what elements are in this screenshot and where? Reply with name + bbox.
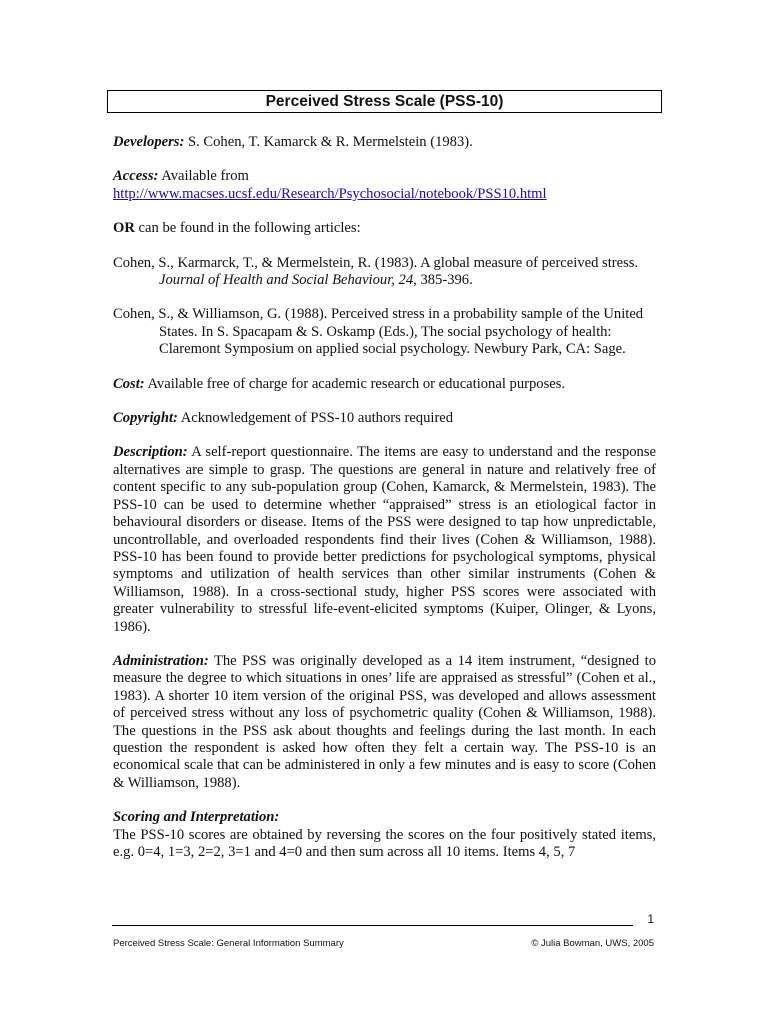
reference-1-pre: Cohen, S., Karmarck, T., & Mermelstein, R. (1983). A global measure of perceived stress. (113, 254, 639, 271)
access-label: Access: (113, 168, 159, 185)
reference-1 (113, 255, 656, 290)
reference-2 (113, 306, 656, 358)
footer-divider (112, 925, 633, 926)
access-text: Available from (158, 168, 249, 185)
developers-text: S. Cohen, T. Kamarck & R. Mermelstein (1983). (184, 134, 473, 150)
scoring-heading-line (113, 809, 656, 826)
scoring-heading: Scoring and Interpretation: (113, 809, 280, 826)
or-paragraph (113, 220, 656, 237)
description-label: Description: (113, 444, 188, 461)
copyright-label: Copyright: (113, 410, 178, 427)
cost-paragraph (113, 376, 656, 393)
page-number: 1 (647, 912, 654, 926)
access-link[interactable]: http://www.macses.ucsf.edu/Research/Psychosocial/notebook/PSS10.html (113, 185, 547, 202)
administration-text: The PSS was originally developed as a 14 item instrument, “designed to measure the degree to which situations in ones’ life are appraised as stressful” (Cohen et al., 1983). A shorter 10 item version of the original PSS, was developed and allows assessment of perceived stress without any loss of psychometric quality (Cohen & Williamson, 1988). The questions in the PSS ask about thoughts and feelings during the last month. In each question the respondent is asked how often they felt a certain way. The PSS-10 is an economical scale that can be administered in only a few minutes and is easy to score (Cohen & Williamson, 1988). (113, 652, 656, 791)
developers-paragraph (113, 134, 656, 151)
reference-2-pre: Cohen, S., & Williamson, G. (1988). Perceived stress in a probability sample of the United States. In S. Spacapam & S. Oskamp (Eds.), The social psychology of health: Claremont Symposium on applied social psychology. Newbury Park, CA: Sage. (113, 306, 644, 358)
page-title: Perceived Stress Scale (PSS-10) (107, 90, 662, 113)
or-label: OR (113, 220, 135, 237)
footer-right-text: © Julia Bowman, UWS, 2005 (531, 938, 654, 949)
description-text: A self-report questionnaire. The items are easy to understand and the response alternatives are simple to grasp. The questions are general in nature and relatively free of content specific to any sub-population group (Cohen, Kamarck, & Mermelstein, 1983). The PSS-10 can be used to determine whether “appraised” stress is an etiological factor in behavioural disorders or disease. Items of the PSS were designed to tap how unpredictable, uncontrollable, and overloaded respondents find their lives (Cohen & Williamson, 1988). PSS-10 has been found to provide better predictions for psychological symptoms, physical symptoms and utilization of health services than other similar instruments (Cohen & Williamson, 1988). In a cross-sectional study, higher PSS scores were associated with greater vulnerability to stressful life-event-elicited symptoms (Kuiper, Olinger, & Lyons, 1986). (113, 444, 656, 635)
administration-label: Administration: (113, 652, 209, 669)
access-paragraph (113, 168, 656, 203)
footer-left-text: Perceived Stress Scale: General Information Summary (113, 938, 344, 949)
cost-label: Cost: (113, 375, 145, 392)
cost-text: Available free of charge for academic research or educational purposes. (144, 375, 566, 392)
scoring-paragraph: The PSS-10 scores are obtained by reversing the scores on the four positively stated items, e.g. 0=4, 1=3, 2=2, 3=1 and 4=0 and then sum across all 10 items. Items 4, 5, 7 (113, 826, 656, 860)
document-body (113, 134, 656, 878)
or-text: can be found in the following articles: (134, 220, 361, 237)
administration-paragraph (113, 653, 656, 792)
reference-1-journal: Journal of Health and Social Behaviour, 24 (159, 272, 414, 289)
description-paragraph (113, 444, 656, 635)
developers-label: Developers: (113, 134, 185, 150)
copyright-text: Acknowledgement of PSS-10 authors required (177, 410, 454, 427)
copyright-paragraph (113, 410, 656, 427)
reference-1-post: , 385-396. (413, 272, 473, 289)
